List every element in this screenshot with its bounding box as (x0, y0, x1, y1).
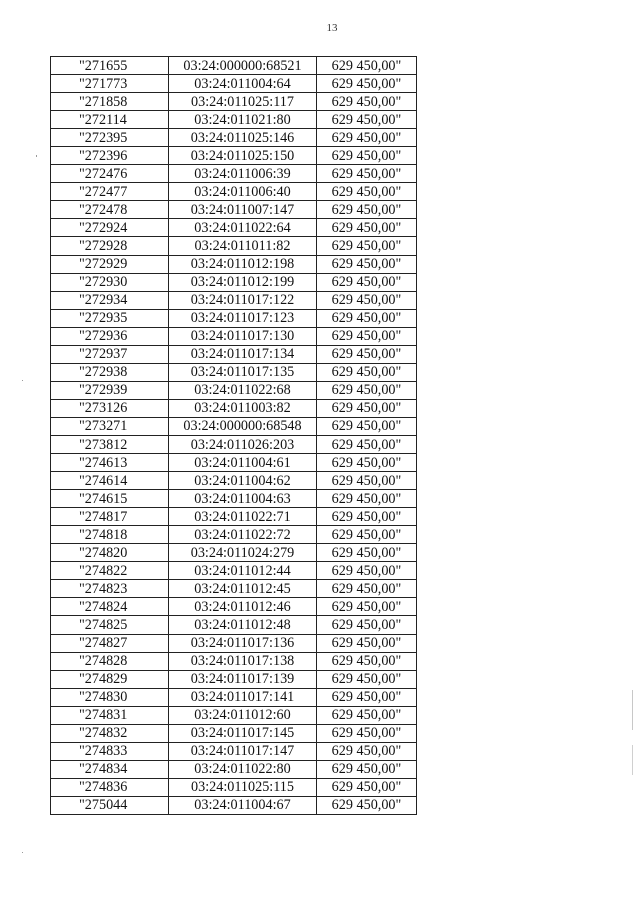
row-number-cell: "274615 (51, 490, 169, 508)
cadastral-number-cell: 03:24:011022:68 (169, 381, 317, 399)
cadastral-number-cell: 03:24:000000:68548 (169, 417, 317, 435)
row-number-cell: "272477 (51, 183, 169, 201)
cadastral-number-cell: 03:24:011004:64 (169, 75, 317, 93)
price-cell: 629 450,00" (317, 399, 417, 417)
cadastral-number-cell: 03:24:011003:82 (169, 399, 317, 417)
row-number-cell: "272478 (51, 201, 169, 219)
scan-speck (22, 852, 23, 853)
table-row (51, 616, 417, 634)
scan-speck (632, 690, 633, 730)
scan-speck (632, 745, 633, 775)
price-cell: 629 450,00" (317, 57, 417, 75)
row-number-cell: "274822 (51, 562, 169, 580)
table-row (51, 309, 417, 327)
cadastral-number-cell: 03:24:011004:67 (169, 796, 317, 814)
price-cell: 629 450,00" (317, 472, 417, 490)
price-cell: 629 450,00" (317, 544, 417, 562)
row-number-cell: "273812 (51, 435, 169, 453)
row-number-cell: "274820 (51, 544, 169, 562)
cadastral-number-cell: 03:24:011022:80 (169, 760, 317, 778)
row-number-cell: "275044 (51, 796, 169, 814)
price-cell: 629 450,00" (317, 760, 417, 778)
row-number-cell: "274818 (51, 526, 169, 544)
table-row (51, 291, 417, 309)
row-number-cell: "274828 (51, 652, 169, 670)
table-row (51, 598, 417, 616)
price-cell: 629 450,00" (317, 508, 417, 526)
price-cell: 629 450,00" (317, 75, 417, 93)
cadastral-number-cell: 03:24:011012:199 (169, 273, 317, 291)
price-cell: 629 450,00" (317, 381, 417, 399)
row-number-cell: "274614 (51, 472, 169, 490)
price-cell: 629 450,00" (317, 93, 417, 111)
cadastral-number-cell: 03:24:011022:72 (169, 526, 317, 544)
table-row (51, 183, 417, 201)
table-row (51, 670, 417, 688)
price-cell: 629 450,00" (317, 165, 417, 183)
cadastral-number-cell: 03:24:011017:122 (169, 291, 317, 309)
price-cell: 629 450,00" (317, 490, 417, 508)
row-number-cell: "272924 (51, 219, 169, 237)
cadastral-number-cell: 03:24:011007:147 (169, 201, 317, 219)
table-row (51, 742, 417, 760)
price-cell: 629 450,00" (317, 363, 417, 381)
cadastral-number-cell: 03:24:011017:147 (169, 742, 317, 760)
row-number-cell: "272939 (51, 381, 169, 399)
price-cell: 629 450,00" (317, 526, 417, 544)
price-cell: 629 450,00" (317, 724, 417, 742)
table-row (51, 688, 417, 706)
cadastral-number-cell: 03:24:011012:60 (169, 706, 317, 724)
cadastral-number-cell: 03:24:011025:115 (169, 778, 317, 796)
price-cell: 629 450,00" (317, 598, 417, 616)
table-row (51, 724, 417, 742)
scan-speck (36, 155, 37, 157)
data-table (50, 56, 417, 815)
table-row (51, 706, 417, 724)
cadastral-number-cell: 03:24:011017:141 (169, 688, 317, 706)
price-cell: 629 450,00" (317, 670, 417, 688)
price-cell: 629 450,00" (317, 327, 417, 345)
price-cell: 629 450,00" (317, 237, 417, 255)
cadastral-number-cell: 03:24:011004:63 (169, 490, 317, 508)
table-row (51, 490, 417, 508)
cadastral-number-cell: 03:24:011025:146 (169, 129, 317, 147)
cadastral-number-cell: 03:24:011017:138 (169, 652, 317, 670)
price-cell: 629 450,00" (317, 580, 417, 598)
row-number-cell: "274817 (51, 508, 169, 526)
table-row (51, 508, 417, 526)
table-row (51, 201, 417, 219)
cadastral-number-cell: 03:24:011017:130 (169, 327, 317, 345)
cadastral-number-cell: 03:24:011017:134 (169, 345, 317, 363)
cadastral-number-cell: 03:24:011025:150 (169, 147, 317, 165)
table-body (51, 57, 417, 815)
table-row (51, 417, 417, 435)
land-plot-table (50, 56, 416, 815)
row-number-cell: "272938 (51, 363, 169, 381)
price-cell: 629 450,00" (317, 634, 417, 652)
cadastral-number-cell: 03:24:011011:82 (169, 237, 317, 255)
table-row (51, 363, 417, 381)
cadastral-number-cell: 03:24:011026:203 (169, 435, 317, 453)
cadastral-number-cell: 03:24:011017:139 (169, 670, 317, 688)
table-row (51, 796, 417, 814)
price-cell: 629 450,00" (317, 345, 417, 363)
row-number-cell: "274823 (51, 580, 169, 598)
cadastral-number-cell: 03:24:011012:44 (169, 562, 317, 580)
row-number-cell: "274831 (51, 706, 169, 724)
table-row (51, 544, 417, 562)
row-number-cell: "272929 (51, 255, 169, 273)
row-number-cell: "272396 (51, 147, 169, 165)
row-number-cell: "274836 (51, 778, 169, 796)
row-number-cell: "272395 (51, 129, 169, 147)
table-row (51, 454, 417, 472)
table-row (51, 526, 417, 544)
cadastral-number-cell: 03:24:011012:46 (169, 598, 317, 616)
cadastral-number-cell: 03:24:011012:48 (169, 616, 317, 634)
row-number-cell: "274825 (51, 616, 169, 634)
row-number-cell: "274832 (51, 724, 169, 742)
row-number-cell: "272114 (51, 111, 169, 129)
price-cell: 629 450,00" (317, 706, 417, 724)
row-number-cell: "273271 (51, 417, 169, 435)
price-cell: 629 450,00" (317, 688, 417, 706)
table-row (51, 111, 417, 129)
row-number-cell: "271773 (51, 75, 169, 93)
row-number-cell: "274833 (51, 742, 169, 760)
row-number-cell: "272476 (51, 165, 169, 183)
row-number-cell: "274824 (51, 598, 169, 616)
price-cell: 629 450,00" (317, 796, 417, 814)
table-row (51, 237, 417, 255)
price-cell: 629 450,00" (317, 291, 417, 309)
table-row (51, 57, 417, 75)
row-number-cell: "274834 (51, 760, 169, 778)
row-number-cell: "271655 (51, 57, 169, 75)
price-cell: 629 450,00" (317, 129, 417, 147)
row-number-cell: "272934 (51, 291, 169, 309)
row-number-cell: "274829 (51, 670, 169, 688)
price-cell: 629 450,00" (317, 255, 417, 273)
table-row (51, 399, 417, 417)
cadastral-number-cell: 03:24:011017:136 (169, 634, 317, 652)
scan-speck (22, 380, 23, 381)
table-row (51, 634, 417, 652)
table-row (51, 760, 417, 778)
cadastral-number-cell: 03:24:000000:68521 (169, 57, 317, 75)
cadastral-number-cell: 03:24:011004:62 (169, 472, 317, 490)
cadastral-number-cell: 03:24:011017:135 (169, 363, 317, 381)
table-row (51, 255, 417, 273)
price-cell: 629 450,00" (317, 454, 417, 472)
table-row (51, 345, 417, 363)
price-cell: 629 450,00" (317, 742, 417, 760)
cadastral-number-cell: 03:24:011024:279 (169, 544, 317, 562)
table-row (51, 273, 417, 291)
table-row (51, 165, 417, 183)
table-row (51, 778, 417, 796)
price-cell: 629 450,00" (317, 616, 417, 634)
table-row (51, 472, 417, 490)
price-cell: 629 450,00" (317, 219, 417, 237)
cadastral-number-cell: 03:24:011012:198 (169, 255, 317, 273)
cadastral-number-cell: 03:24:011022:64 (169, 219, 317, 237)
price-cell: 629 450,00" (317, 273, 417, 291)
row-number-cell: "274613 (51, 454, 169, 472)
table-row (51, 580, 417, 598)
row-number-cell: "272936 (51, 327, 169, 345)
price-cell: 629 450,00" (317, 562, 417, 580)
row-number-cell: "274830 (51, 688, 169, 706)
row-number-cell: "272937 (51, 345, 169, 363)
price-cell: 629 450,00" (317, 435, 417, 453)
cadastral-number-cell: 03:24:011017:145 (169, 724, 317, 742)
price-cell: 629 450,00" (317, 417, 417, 435)
price-cell: 629 450,00" (317, 183, 417, 201)
row-number-cell: "273126 (51, 399, 169, 417)
cadastral-number-cell: 03:24:011017:123 (169, 309, 317, 327)
price-cell: 629 450,00" (317, 652, 417, 670)
cadastral-number-cell: 03:24:011012:45 (169, 580, 317, 598)
price-cell: 629 450,00" (317, 778, 417, 796)
table-row (51, 562, 417, 580)
table-row (51, 327, 417, 345)
cadastral-number-cell: 03:24:011006:40 (169, 183, 317, 201)
cadastral-number-cell: 03:24:011004:61 (169, 454, 317, 472)
price-cell: 629 450,00" (317, 309, 417, 327)
table-row (51, 147, 417, 165)
table-row (51, 75, 417, 93)
cadastral-number-cell: 03:24:011021:80 (169, 111, 317, 129)
cadastral-number-cell: 03:24:011006:39 (169, 165, 317, 183)
table-row (51, 381, 417, 399)
row-number-cell: "272930 (51, 273, 169, 291)
cadastral-number-cell: 03:24:011022:71 (169, 508, 317, 526)
table-row (51, 652, 417, 670)
row-number-cell: "274827 (51, 634, 169, 652)
page-number: 13 (326, 22, 338, 34)
cadastral-number-cell: 03:24:011025:117 (169, 93, 317, 111)
price-cell: 629 450,00" (317, 201, 417, 219)
table-row (51, 129, 417, 147)
table-row (51, 93, 417, 111)
price-cell: 629 450,00" (317, 111, 417, 129)
price-cell: 629 450,00" (317, 147, 417, 165)
table-row (51, 219, 417, 237)
row-number-cell: "272928 (51, 237, 169, 255)
row-number-cell: "271858 (51, 93, 169, 111)
row-number-cell: "272935 (51, 309, 169, 327)
table-row (51, 435, 417, 453)
